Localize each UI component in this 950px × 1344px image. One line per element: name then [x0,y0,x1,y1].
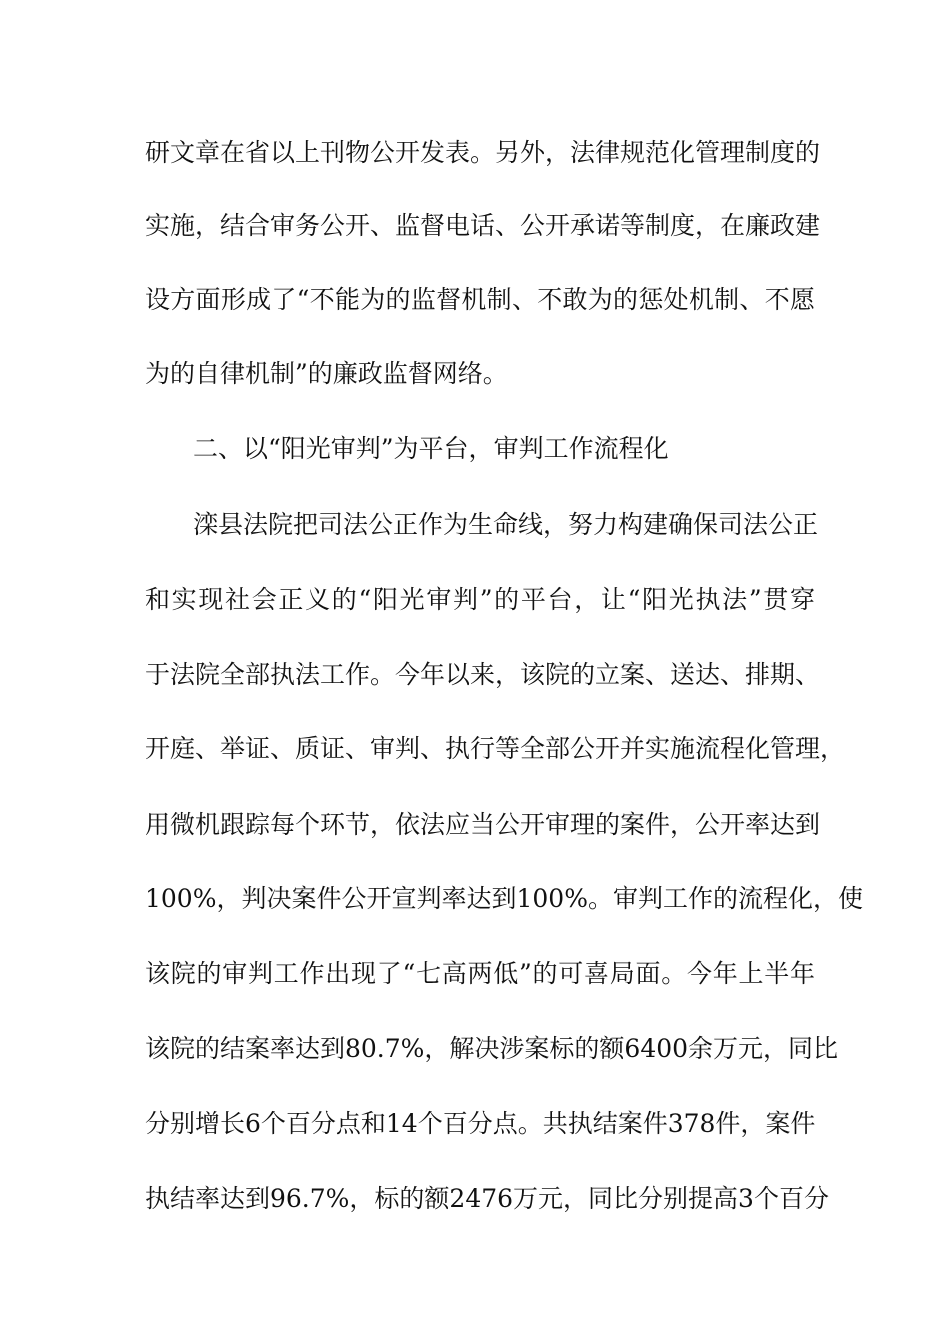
paragraph-line: 该院的结案率达到80.7%，解决涉案标的额6400余万元，同比 [145,1034,839,1063]
paragraph-line: 100%，判决案件公开宣判率达到100%。审判工作的流程化，使 [145,884,863,913]
paragraph-line: 为的自律机制”的廉政监督网络。 [145,359,508,388]
paragraph-line: 实施，结合审务公开、监督电话、公开承诺等制度，在廉政建 [145,211,821,240]
paragraph-line: 于法院全部执法工作。今年以来，该院的立案、送达、排期、 [145,660,821,689]
paragraph-line: 开庭、举证、质证、审判、执行等全部公开并实施流程化管理， [145,734,846,763]
paragraph-line: 执结率达到96.7%，标的额2476万元，同比分别提高3个百分 [145,1184,829,1213]
section-heading: 二、以“阳光审判”为平台，审判工作流程化 [193,434,669,463]
paragraph-line: 和实现社会正义的“阳光审判”的平台，让“阳光执法”贯穿 [145,585,815,614]
paragraph-line: 研文章在省以上刊物公开发表。另外，法律规范化管理制度的 [145,138,821,167]
paragraph-line: 该院的审判工作出现了“七高两低”的可喜局面。今年上半年 [145,959,815,988]
paragraph-line: 设方面形成了“不能为的监督机制、不敢为的惩处机制、不愿 [145,285,815,314]
paragraph-line: 分别增长6个百分点和14个百分点。共执结案件378件，案件 [145,1109,816,1138]
paragraph-line: 滦县法院把司法公正作为生命线，努力构建确保司法公正 [193,510,819,539]
paragraph-line: 用微机跟踪每个环节，依法应当公开审理的案件，公开率达到 [145,810,821,839]
